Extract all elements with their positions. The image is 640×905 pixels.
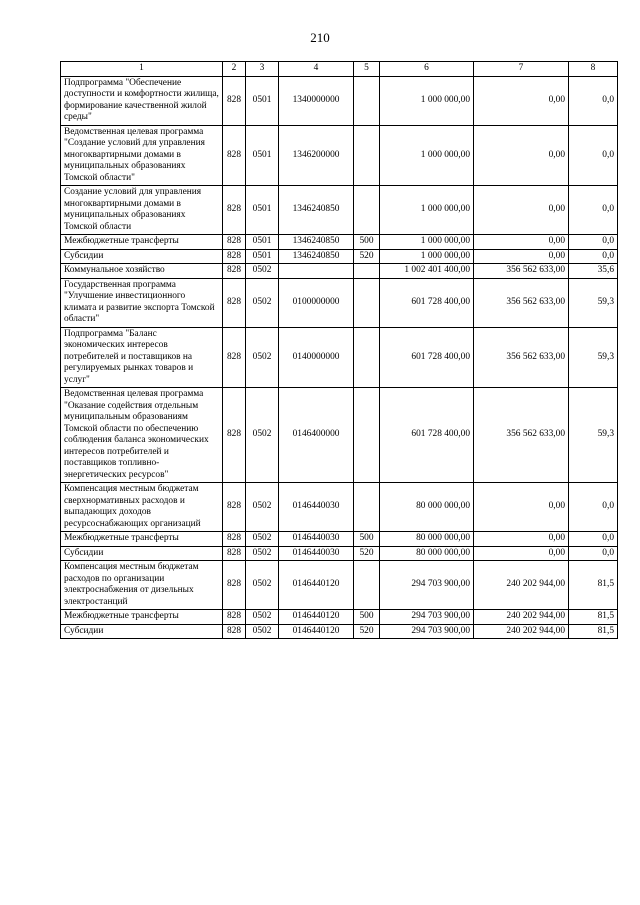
table-row xyxy=(61,76,618,125)
percent-cell: 0,0 xyxy=(569,186,618,235)
expense-type-cell: 500 xyxy=(354,610,380,625)
section-code-cell: 0502 xyxy=(246,610,279,625)
percent-cell: 0,0 xyxy=(569,235,618,250)
table-row xyxy=(61,532,618,547)
row-name-cell: Подпрограмма "Обеспечение доступности и комфортности жилища, формирование качественной жилой среды" xyxy=(61,76,223,125)
table-row xyxy=(61,561,618,610)
plan-amount-cell: 294 703 900,00 xyxy=(380,561,474,610)
percent-cell: 59,3 xyxy=(569,327,618,388)
executed-amount-cell: 356 562 633,00 xyxy=(474,388,569,483)
executed-amount-cell: 0,00 xyxy=(474,125,569,186)
chapter-code-cell: 828 xyxy=(223,388,246,483)
section-code-cell: 0501 xyxy=(246,76,279,125)
row-name-cell: Компенсация местным бюджетам сверхнормативных расходов и выпадающих доходов ресурсоснабжающих организаций xyxy=(61,483,223,532)
expense-type-cell xyxy=(354,388,380,483)
chapter-code-cell: 828 xyxy=(223,264,246,279)
expense-type-cell xyxy=(354,76,380,125)
percent-cell: 59,3 xyxy=(569,388,618,483)
budget-table xyxy=(60,61,618,639)
table-row xyxy=(61,546,618,561)
table-header-row xyxy=(61,62,618,77)
executed-amount-cell: 356 562 633,00 xyxy=(474,278,569,327)
row-name-cell: Субсидии xyxy=(61,624,223,639)
target-article-cell: 0146400000 xyxy=(279,388,354,483)
expense-type-cell: 500 xyxy=(354,235,380,250)
section-code-cell: 0502 xyxy=(246,561,279,610)
executed-amount-cell: 356 562 633,00 xyxy=(474,264,569,279)
target-article-cell: 0146440120 xyxy=(279,561,354,610)
percent-cell: 0,0 xyxy=(569,125,618,186)
section-code-cell: 0501 xyxy=(246,186,279,235)
executed-amount-cell: 0,00 xyxy=(474,186,569,235)
column-header: 8 xyxy=(569,62,618,77)
plan-amount-cell: 80 000 000,00 xyxy=(380,483,474,532)
table-row xyxy=(61,483,618,532)
target-article-cell: 1346240850 xyxy=(279,186,354,235)
target-article-cell: 0146440120 xyxy=(279,610,354,625)
plan-amount-cell: 1 000 000,00 xyxy=(380,125,474,186)
chapter-code-cell: 828 xyxy=(223,327,246,388)
expense-type-cell xyxy=(354,264,380,279)
percent-cell: 0,0 xyxy=(569,76,618,125)
row-name-cell: Государственная программа "Улучшение инвестиционного климата и развитие экспорта Томской области" xyxy=(61,278,223,327)
plan-amount-cell: 80 000 000,00 xyxy=(380,532,474,547)
percent-cell: 0,0 xyxy=(569,249,618,264)
table-row xyxy=(61,388,618,483)
target-article-cell: 1346240850 xyxy=(279,235,354,250)
column-header: 5 xyxy=(354,62,380,77)
column-header: 6 xyxy=(380,62,474,77)
column-header: 3 xyxy=(246,62,279,77)
chapter-code-cell: 828 xyxy=(223,278,246,327)
executed-amount-cell: 0,00 xyxy=(474,532,569,547)
percent-cell: 59,3 xyxy=(569,278,618,327)
table-row xyxy=(61,278,618,327)
expense-type-cell: 520 xyxy=(354,249,380,264)
executed-amount-cell: 0,00 xyxy=(474,235,569,250)
expense-type-cell xyxy=(354,561,380,610)
chapter-code-cell: 828 xyxy=(223,76,246,125)
row-name-cell: Межбюджетные трансферты xyxy=(61,532,223,547)
row-name-cell: Коммунальное хозяйство xyxy=(61,264,223,279)
percent-cell: 0,0 xyxy=(569,532,618,547)
row-name-cell: Межбюджетные трансферты xyxy=(61,610,223,625)
percent-cell: 81,5 xyxy=(569,610,618,625)
target-article-cell: 0146440120 xyxy=(279,624,354,639)
target-article-cell: 1340000000 xyxy=(279,76,354,125)
chapter-code-cell: 828 xyxy=(223,546,246,561)
chapter-code-cell: 828 xyxy=(223,249,246,264)
section-code-cell: 0502 xyxy=(246,624,279,639)
table-row xyxy=(61,327,618,388)
plan-amount-cell: 1 000 000,00 xyxy=(380,186,474,235)
target-article-cell: 0146440030 xyxy=(279,532,354,547)
table-row xyxy=(61,249,618,264)
target-article-cell: 0100000000 xyxy=(279,278,354,327)
table-row xyxy=(61,186,618,235)
target-article-cell: 1346240850 xyxy=(279,249,354,264)
executed-amount-cell: 240 202 944,00 xyxy=(474,624,569,639)
table-row xyxy=(61,264,618,279)
table-row xyxy=(61,610,618,625)
row-name-cell: Подпрограмма "Баланс экономических интересов потребителей и поставщиков на регулируемых рынках товаров и услуг" xyxy=(61,327,223,388)
column-header: 2 xyxy=(223,62,246,77)
percent-cell: 0,0 xyxy=(569,483,618,532)
section-code-cell: 0502 xyxy=(246,264,279,279)
chapter-code-cell: 828 xyxy=(223,561,246,610)
row-name-cell: Компенсация местным бюджетам расходов по организации электроснабжения от дизельных электростанций xyxy=(61,561,223,610)
section-code-cell: 0501 xyxy=(246,235,279,250)
section-code-cell: 0502 xyxy=(246,388,279,483)
row-name-cell: Ведомственная целевая программа "Создание условий для управления многоквартирными домами в муниципальных образованиях Томской области" xyxy=(61,125,223,186)
executed-amount-cell: 0,00 xyxy=(474,249,569,264)
section-code-cell: 0502 xyxy=(246,546,279,561)
executed-amount-cell: 0,00 xyxy=(474,76,569,125)
expense-type-cell xyxy=(354,186,380,235)
chapter-code-cell: 828 xyxy=(223,483,246,532)
expense-type-cell: 500 xyxy=(354,532,380,547)
row-name-cell: Ведомственная целевая программа "Оказание содействия отдельным муниципальным образованиям Томской области по обеспечению соблюдения баланса экономических интересов потребителей и поставщиков топливно-энергетических ресурсов" xyxy=(61,388,223,483)
percent-cell: 0,0 xyxy=(569,546,618,561)
expense-type-cell xyxy=(354,483,380,532)
percent-cell: 81,5 xyxy=(569,624,618,639)
chapter-code-cell: 828 xyxy=(223,610,246,625)
expense-type-cell: 520 xyxy=(354,624,380,639)
plan-amount-cell: 294 703 900,00 xyxy=(380,610,474,625)
target-article-cell: 0146440030 xyxy=(279,546,354,561)
section-code-cell: 0502 xyxy=(246,532,279,547)
row-name-cell: Субсидии xyxy=(61,546,223,561)
expense-type-cell xyxy=(354,327,380,388)
target-article-cell: 0140000000 xyxy=(279,327,354,388)
plan-amount-cell: 601 728 400,00 xyxy=(380,327,474,388)
row-name-cell: Создание условий для управления многоквартирными домами в муниципальных образованиях Томской области xyxy=(61,186,223,235)
plan-amount-cell: 1 000 000,00 xyxy=(380,235,474,250)
column-header: 1 xyxy=(61,62,223,77)
expense-type-cell xyxy=(354,125,380,186)
percent-cell: 35,6 xyxy=(569,264,618,279)
plan-amount-cell: 601 728 400,00 xyxy=(380,388,474,483)
plan-amount-cell: 1 000 000,00 xyxy=(380,76,474,125)
target-article-cell xyxy=(279,264,354,279)
table-row xyxy=(61,235,618,250)
plan-amount-cell: 601 728 400,00 xyxy=(380,278,474,327)
table-row xyxy=(61,624,618,639)
executed-amount-cell: 0,00 xyxy=(474,546,569,561)
section-code-cell: 0502 xyxy=(246,327,279,388)
row-name-cell: Субсидии xyxy=(61,249,223,264)
plan-amount-cell: 80 000 000,00 xyxy=(380,546,474,561)
expense-type-cell: 520 xyxy=(354,546,380,561)
row-name-cell: Межбюджетные трансферты xyxy=(61,235,223,250)
target-article-cell: 1346200000 xyxy=(279,125,354,186)
plan-amount-cell: 1 002 401 400,00 xyxy=(380,264,474,279)
section-code-cell: 0502 xyxy=(246,278,279,327)
table-row xyxy=(61,125,618,186)
section-code-cell: 0501 xyxy=(246,125,279,186)
target-article-cell: 0146440030 xyxy=(279,483,354,532)
executed-amount-cell: 240 202 944,00 xyxy=(474,561,569,610)
chapter-code-cell: 828 xyxy=(223,125,246,186)
chapter-code-cell: 828 xyxy=(223,532,246,547)
expense-type-cell xyxy=(354,278,380,327)
chapter-code-cell: 828 xyxy=(223,624,246,639)
percent-cell: 81,5 xyxy=(569,561,618,610)
plan-amount-cell: 1 000 000,00 xyxy=(380,249,474,264)
section-code-cell: 0502 xyxy=(246,483,279,532)
section-code-cell: 0501 xyxy=(246,249,279,264)
executed-amount-cell: 0,00 xyxy=(474,483,569,532)
plan-amount-cell: 294 703 900,00 xyxy=(380,624,474,639)
chapter-code-cell: 828 xyxy=(223,186,246,235)
executed-amount-cell: 240 202 944,00 xyxy=(474,610,569,625)
column-header: 7 xyxy=(474,62,569,77)
column-header: 4 xyxy=(279,62,354,77)
chapter-code-cell: 828 xyxy=(223,235,246,250)
page-number: 210 xyxy=(310,30,330,45)
executed-amount-cell: 356 562 633,00 xyxy=(474,327,569,388)
